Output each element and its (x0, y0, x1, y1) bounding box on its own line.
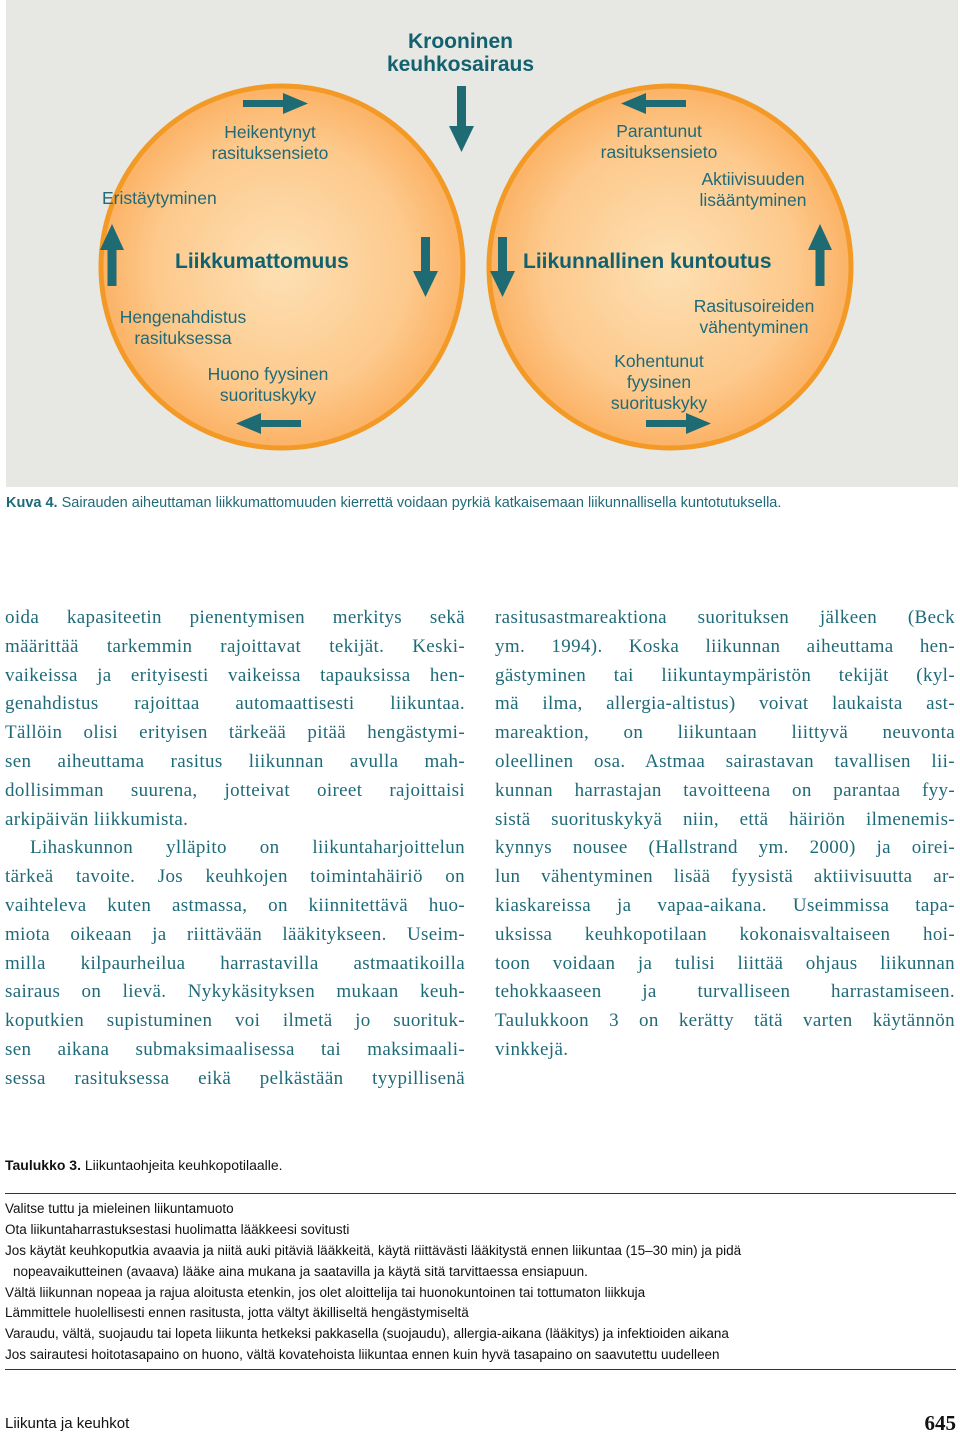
text-line: kunnan harrastajan tavoitteena on parantaa fyy- (495, 779, 955, 801)
label-line: suorituskyky (219, 385, 317, 405)
label-line: rasituksensieto (600, 142, 718, 162)
body-left-column (5, 604, 465, 1094)
text-line: tehokkaaseen ja turvalliseen harrastamiseen. (495, 981, 955, 1003)
text-line: mareaktion, on liikuntaan liittyvä neuvonta (495, 722, 955, 744)
text-line: tärkeä tavoite. Jos keuhkojen toimintahäiriö on (5, 866, 465, 888)
figure-title-line: keuhkosairaus (386, 53, 535, 76)
label-line: Kohentunut (614, 351, 704, 371)
table-row: Jos sairautesi hoitotasapaino on huono, vältä kovatehoista liikuntaa ennen kuin hyvä tasapaino on saavutettu uudelleen (5, 1347, 720, 1362)
table-label: Taulukko 3. (5, 1157, 81, 1173)
text-line: Tällöin olisi erityisen tärkeää pitää hengästymi- (5, 722, 465, 744)
table-row: Lämmittele huolellisesti ennen rasitusta, jotta vältyt äkilliseltä hengästymiseltä (5, 1305, 469, 1320)
text-line: miota oikeaan ja riittävään lääkitykseen. Useim- (5, 923, 465, 945)
text-line: kynnys nousee (Hallstrand ym. 2000) ja oirei- (495, 837, 955, 859)
text-line: vaihteleva kuten astmassa, on kiinnitettävä huo- (5, 894, 465, 916)
label-line: Heikentynyt (224, 122, 316, 142)
arrow-down-icon (449, 86, 474, 152)
text-line: milla kilpaurheilua harrastavilla astmaatikoilla (5, 952, 465, 974)
label-line: Parantunut (616, 121, 702, 141)
label-line: Rasitusoireiden (693, 296, 815, 316)
label-heikentynyt (200, 122, 340, 164)
label-line: Eristäytyminen (102, 188, 217, 208)
text-line: dollisimman suurena, jotteivat oireet rajoittaisi (5, 779, 465, 801)
left-circle-heading: Liikkumattomuus (175, 250, 349, 273)
text-line: toon voidaan ja tulisi liittää ohjaus liikunnan (495, 952, 955, 974)
figure-caption (6, 495, 956, 511)
text-line: gästyminen tai liikuntaympäristön tekijät (kyl- (495, 664, 955, 686)
text-line: sen aikana submaksimaalisessa tai maksimaali- (5, 1038, 465, 1060)
table-title: Liikuntaohjeita keuhkopotilaalle. (80, 1157, 283, 1173)
body-right-column (495, 604, 955, 1065)
text-line: vinkkejä. (495, 1038, 569, 1060)
label-aktiivisuuden (688, 169, 818, 211)
label-parantunut (589, 121, 729, 163)
table-top-rule (5, 1193, 956, 1194)
text-line: sairaus on lievä. Nykykäsityksen mukaan keuh- (5, 981, 465, 1003)
text-line: sistä suorituskykyä niin, että häiriön ilmenemis- (495, 808, 955, 830)
text-line: koputkien supistuminen voi ilmetä jo suorituk- (5, 1010, 465, 1032)
caption-label: Kuva 4. (6, 495, 58, 511)
label-line: Hengenahdistus (119, 307, 247, 327)
text-line: arkipäivän liikkumista. (5, 808, 189, 830)
caption-text: Sairauden aiheuttaman liikkumattomuuden kierrettä voidaan pyrkiä katkaisemaan liikunnallisella kuntotutuksella. (57, 495, 782, 511)
page-number: 645 (924, 1411, 956, 1435)
table-row: Varaudu, vältä, suojaudu tai lopeta liikunta hetkeksi pakkasella (suojaudu), allergia-aikana (lääkitys) ja infektioiden aikana (5, 1326, 729, 1341)
table-row: Ota liikuntaharrastuksestasi huolimatta lääkkeesi sovitusti (5, 1222, 350, 1237)
label-eristaytyminen (102, 188, 242, 209)
label-line: rasituksensieto (211, 143, 329, 163)
figure-title (378, 30, 543, 76)
text-line: vaikeissa ja erityisesti vaikeissa tapauksissa hen- (5, 664, 465, 686)
label-line: rasituksessa (134, 328, 232, 348)
text-line: määrittää tarkemmin rajoittavat tekijät. Keski- (5, 635, 465, 657)
text-line: ym. 1994). Koska liikunnan aiheuttama hen- (495, 635, 955, 657)
label-line: vähentyminen (699, 317, 809, 337)
text-line: genahdistus rajoittaa automaattisesti liikuntaa. (5, 693, 465, 715)
figure-title-line: Krooninen (408, 30, 513, 53)
label-line: suorituskyky (610, 393, 708, 413)
label-kohentunut (594, 351, 724, 414)
text-line: lun vähentyminen lisää fyysistä aktiivisuutta ar- (495, 866, 955, 888)
label-line: lisääntyminen (699, 190, 807, 210)
label-line: Aktiivisuuden (701, 169, 805, 189)
text-line: Lihaskunnon ylläpito on liikuntaharjoittelun (30, 837, 465, 859)
table-caption (5, 1157, 283, 1173)
table-bottom-rule (5, 1369, 956, 1370)
text-line: oida kapasiteetin pienentymisen merkitys sekä (5, 607, 465, 628)
figure-cycle-diagram (6, 0, 958, 487)
label-rasitusoireiden (684, 296, 824, 338)
table-row: nopeavaikutteinen (avaava) lääke aina mukana ja saatavilla ja käytä sitä tarvittaessa ensiapuun. (13, 1264, 588, 1279)
label-line: fyysinen (626, 372, 692, 392)
text-line: sessa rasituksessa eikä pelkästään tyypillisenä (5, 1067, 465, 1089)
text-line: rasitusastmareaktiona suorituksen jälkeen (Beck (495, 607, 955, 628)
text-line: mä ilma, allergia-altistus) voivat laukaista ast- (495, 693, 955, 715)
label-hengenahdistus (108, 307, 258, 349)
table-row: Valitse tuttu ja mieleinen liikuntamuoto (5, 1201, 234, 1216)
text-line: kiaskareissa ja vapaa-aikana. Useimmissa tapa- (495, 894, 955, 916)
label-line: Huono fyysinen (207, 364, 329, 384)
text-line: oleellinen osa. Astmaa sairastavan tavallisen lii- (495, 750, 955, 772)
table-row: Vältä liikunnan nopeaa ja rajua aloitusta etenkin, jos olet aloittelija tai huonokuntoinen tai tottumaton liikkuja (5, 1285, 646, 1300)
text-line: uksissa keuhkopotilaan kokonaisvaltaiseen hoi- (495, 923, 955, 945)
text-line: sen aiheuttama rasitus liikunnan avulla mah- (5, 750, 465, 772)
running-footer: Liikunta ja keuhkot (5, 1415, 130, 1432)
text-line: Taulukkoon 3 on kerätty tätä varten käytännön (495, 1010, 955, 1032)
right-circle-heading: Liikunnallinen kuntoutus (523, 250, 772, 273)
table-row: Jos käytät keuhkoputkia avaavia ja niitä auki pitäviä lääkkeitä, käytä riittävästi lääkitystä ennen liikuntaa (15–30 min) ja pidä (5, 1243, 742, 1258)
label-huono-suorituskyky (193, 364, 343, 406)
